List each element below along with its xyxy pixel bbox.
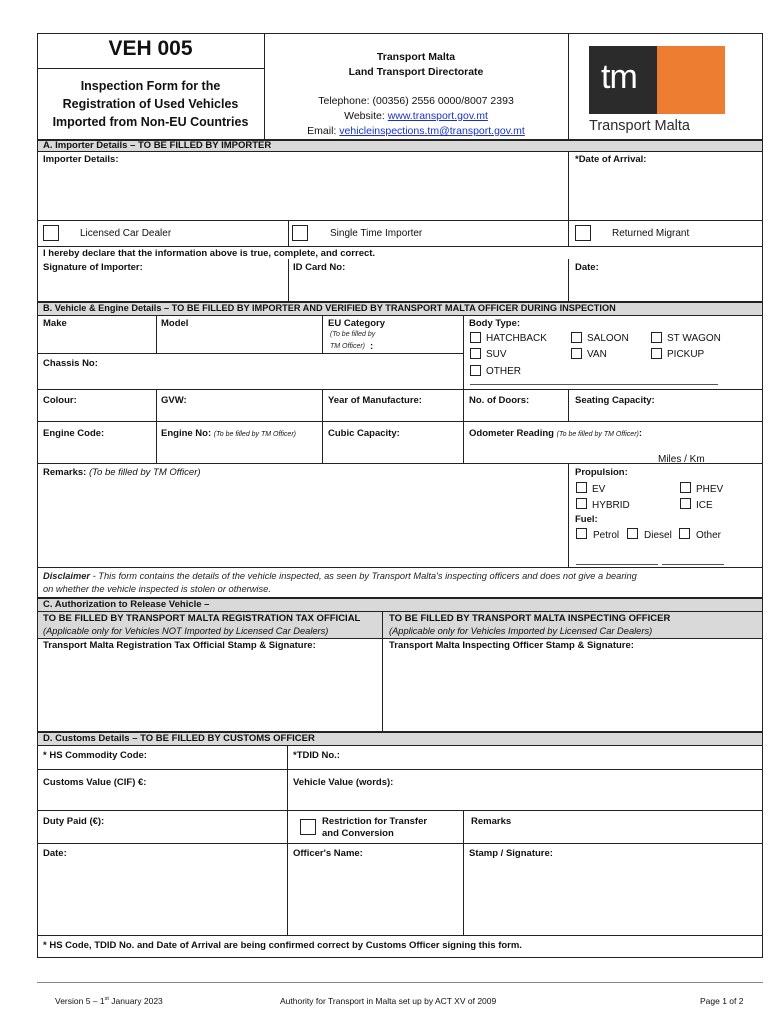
licensed-car-dealer-checkbox[interactable] (43, 225, 59, 241)
body-suv-label: SUV (486, 349, 507, 360)
tax-official-note: (Applicable only for Vehicles NOT Imported by Licensed Car Dealers) (43, 626, 329, 636)
email-line (264, 124, 568, 139)
logo-letters: tm (601, 58, 637, 96)
divider (37, 463, 763, 464)
logo-orange-block (657, 46, 725, 114)
logo-caption: Transport Malta (589, 118, 690, 134)
version-suffix: January 2023 (108, 996, 163, 1006)
divider (322, 315, 323, 353)
form-title-line: Inspection Form for the (80, 79, 221, 93)
no-of-doors-label: No. of Doors: (469, 395, 530, 406)
disclaimer-text-1: - This form contains the details of the vehicle inspected, as seen by Transport Malta's inspecting officers and does not give a bearing (90, 571, 637, 581)
odometer-text: Odometer Reading (469, 428, 554, 439)
org-name: Transport Malta (376, 51, 456, 63)
divider (37, 810, 763, 811)
eu-category-colon: : (370, 341, 374, 352)
disclaimer-label: Disclaimer (43, 571, 91, 581)
engine-no-label (161, 428, 296, 439)
footer-authority: Authority for Transport in Malta set up by ACT XV of 2009 (280, 996, 497, 1006)
returned-migrant-checkbox[interactable] (575, 225, 591, 241)
form-title-line: Registration of Used Vehicles (62, 97, 239, 111)
divider (37, 389, 763, 390)
divider (37, 745, 763, 746)
customs-stamp-label: Stamp / Signature: (469, 848, 553, 859)
fuel-other-line-2[interactable] (662, 564, 724, 565)
divider (37, 611, 763, 612)
divider (568, 259, 569, 302)
year-of-manufacture-label: Year of Manufacture: (328, 395, 422, 406)
tax-official-stamp-label: Transport Malta Registration Tax Official Stamp & Signature: (43, 640, 316, 651)
eu-category-note-1: (To be filled by (330, 331, 376, 338)
chassis-label: Chassis No: (43, 358, 98, 369)
chassis-field[interactable] (110, 356, 460, 386)
propulsion-hybrid-checkbox[interactable] (576, 498, 587, 509)
importer-details-field[interactable] (40, 166, 565, 218)
tdid-label: *TDID No.: (293, 750, 340, 761)
odometer-note: (To be filled by TM Officer) (556, 431, 639, 438)
divider (463, 315, 464, 389)
body-pickup-checkbox[interactable] (651, 348, 662, 359)
eu-category-note-2: TM Officer) (330, 343, 365, 350)
directorate: Land Transport Directorate (348, 66, 484, 78)
divider (37, 353, 463, 354)
divider (568, 220, 569, 246)
fuel-label: Fuel: (575, 514, 598, 525)
divider (156, 315, 157, 353)
form-title (37, 77, 264, 131)
customs-remarks-label: Remarks (471, 816, 512, 827)
single-time-importer-label: Single Time Importer (330, 228, 423, 239)
divider (156, 389, 157, 463)
email-link[interactable]: vehicleinspections.tm@transport.gov.mt (339, 125, 525, 137)
officer-name-label: Officer's Name: (293, 848, 363, 859)
odometer-colon: : (638, 428, 643, 439)
customs-note: * HS Code, TDID No. and Date of Arrival are being confirmed correct by Customs Officer signing this form. (43, 940, 522, 951)
section-c-title: C. Authorization to Release Vehicle – (43, 599, 210, 610)
contact-block (264, 50, 568, 139)
fuel-petrol-checkbox[interactable] (576, 528, 587, 539)
body-hatchback-label: HATCHBACK (486, 333, 547, 344)
signature-of-importer-label: Signature of Importer: (43, 262, 143, 273)
eu-category-label: EU Category (328, 318, 386, 329)
fuel-other-line-1[interactable] (576, 564, 658, 565)
propulsion-ev-label: EV (592, 484, 606, 495)
divider (463, 389, 464, 463)
version-sup: st (104, 996, 109, 1003)
divider (37, 421, 763, 422)
tax-official-stamp-field[interactable] (40, 654, 379, 729)
body-other-label: OTHER (486, 366, 521, 377)
propulsion-phev-checkbox[interactable] (680, 482, 691, 493)
divider (568, 151, 569, 220)
engine-no-text: Engine No: (161, 428, 212, 439)
body-suv-checkbox[interactable] (470, 348, 481, 359)
form-title-line: Imported from Non-EU Countries (52, 115, 249, 129)
email-label: Email: (307, 125, 340, 137)
divider (37, 315, 763, 316)
divider (37, 935, 763, 936)
propulsion-phev-label: PHEV (696, 484, 724, 495)
propulsion-label: Propulsion: (575, 467, 628, 478)
divider (288, 220, 289, 246)
propulsion-ev-checkbox[interactable] (576, 482, 587, 493)
divider (37, 68, 264, 69)
divider (37, 220, 763, 221)
body-type-label: Body Type: (469, 318, 521, 329)
gvw-label: GVW: (161, 395, 187, 406)
divider (322, 389, 323, 463)
body-saloon-checkbox[interactable] (571, 332, 582, 343)
body-st-wagon-checkbox[interactable] (651, 332, 662, 343)
version-prefix: Version 5 – 1 (55, 996, 105, 1006)
remarks-field[interactable] (40, 480, 565, 564)
duty-paid-label: Duty Paid (€): (43, 816, 105, 827)
licensed-car-dealer-label: Licensed Car Dealer (80, 228, 172, 239)
telephone: Telephone: (00356) 2556 0000/8007 2393 (318, 95, 514, 107)
remarks-text: Remarks: (43, 467, 87, 478)
body-st-wagon-label: ST WAGON (667, 333, 721, 344)
customs-stamp-field[interactable] (466, 862, 760, 932)
body-pickup-label: PICKUP (667, 349, 705, 360)
body-saloon-label: SALOON (587, 333, 629, 344)
seating-capacity-label: Seating Capacity: (575, 395, 655, 406)
divider (37, 843, 763, 844)
divider (288, 259, 289, 302)
remarks-note: (To be filled by TM Officer) (88, 467, 201, 478)
restriction-label-2: and Conversion (322, 828, 394, 839)
vehicle-value-label: Vehicle Value (words): (293, 777, 394, 788)
hs-code-label: * HS Commodity Code: (43, 750, 147, 761)
customs-date-label: Date: (43, 848, 67, 859)
section-b-title: B. Vehicle & Engine Details – TO BE FILLED BY IMPORTER AND VERIFIED BY TRANSPORT MALTA OFFICER DURING INSPECTION (43, 303, 616, 313)
restriction-label-1: Restriction for Transfer (322, 816, 428, 827)
divider (37, 151, 763, 152)
divider (568, 463, 569, 567)
date-of-arrival-label: *Date of Arrival: (575, 154, 647, 165)
cubic-capacity-label: Cubic Capacity: (328, 428, 400, 439)
divider (37, 246, 763, 247)
miles-km-label: Miles / Km (658, 454, 705, 465)
single-time-importer-checkbox[interactable] (292, 225, 308, 241)
fuel-other-checkbox[interactable] (679, 528, 690, 539)
inspecting-officer-heading: TO BE FILLED BY TRANSPORT MALTA INSPECTING OFFICER (389, 613, 671, 624)
inspecting-officer-note: (Applicable only for Vehicles Imported by Licensed Car Dealers) (389, 626, 653, 636)
fuel-diesel-checkbox[interactable] (627, 528, 638, 539)
restriction-checkbox[interactable] (300, 819, 316, 835)
website-line (264, 109, 568, 124)
odometer-label (469, 428, 642, 439)
importer-details-label: Importer Details: (43, 154, 119, 165)
section-d-title: D. Customs Details – TO BE FILLED BY CUSTOMS OFFICER (43, 733, 315, 744)
remarks-label (43, 467, 201, 478)
engine-code-label: Engine Code: (43, 428, 105, 439)
form-code: VEH 005 (108, 37, 193, 60)
body-other-line[interactable] (470, 384, 718, 385)
importer-date-label: Date: (575, 262, 599, 273)
date-of-arrival-field[interactable] (572, 166, 760, 218)
make-label: Make (43, 318, 67, 329)
propulsion-hybrid-label: HYBRID (592, 500, 630, 511)
divider (37, 638, 763, 639)
fuel-petrol-label: Petrol (593, 530, 620, 541)
tax-official-heading: TO BE FILLED BY TRANSPORT MALTA REGISTRATION TAX OFFICIAL (43, 613, 361, 624)
id-card-field[interactable] (291, 274, 565, 300)
footer-page-number: Page 1 of 2 (700, 996, 744, 1006)
divider (463, 810, 464, 935)
divider (37, 567, 763, 568)
fuel-other-label: Other (696, 530, 722, 541)
section-a-title: A. Importer Details – TO BE FILLED BY IMPORTER (43, 140, 272, 151)
propulsion-ice-checkbox[interactable] (680, 498, 691, 509)
inspecting-officer-stamp-field[interactable] (385, 654, 760, 729)
fuel-diesel-label: Diesel (644, 530, 672, 541)
disclaimer-text-2: on whether the vehicle inspected is stolen or otherwise. (43, 584, 271, 594)
transport-malta-logo (589, 46, 725, 138)
customs-value-label: Customs Value (CIF) €: (43, 777, 147, 788)
body-van-checkbox[interactable] (571, 348, 582, 359)
footer-version (55, 996, 163, 1006)
engine-no-note: (To be filled by TM Officer) (213, 431, 296, 438)
propulsion-ice-label: ICE (696, 500, 713, 511)
body-hatchback-checkbox[interactable] (470, 332, 481, 343)
signature-of-importer-field[interactable] (40, 274, 285, 300)
website-link[interactable]: www.transport.gov.mt (387, 110, 488, 122)
website-label: Website: (344, 110, 388, 122)
divider (568, 389, 569, 421)
footer-divider (37, 982, 763, 983)
inspecting-officer-stamp-label: Transport Malta Inspecting Officer Stamp & Signature: (389, 640, 634, 651)
model-label: Model (161, 318, 189, 329)
returned-migrant-label: Returned Migrant (612, 228, 690, 239)
body-van-label: VAN (587, 349, 607, 360)
importer-date-field[interactable] (572, 274, 760, 300)
divider (37, 769, 763, 770)
divider (287, 745, 288, 935)
divider (382, 611, 383, 732)
disclaimer (43, 570, 759, 596)
id-card-label: ID Card No: (293, 262, 346, 273)
body-other-checkbox[interactable] (470, 365, 481, 376)
divider (568, 33, 569, 140)
declaration-text: I hereby declare that the information above is true, complete, and correct. (43, 248, 376, 259)
colour-label: Colour: (43, 395, 77, 406)
